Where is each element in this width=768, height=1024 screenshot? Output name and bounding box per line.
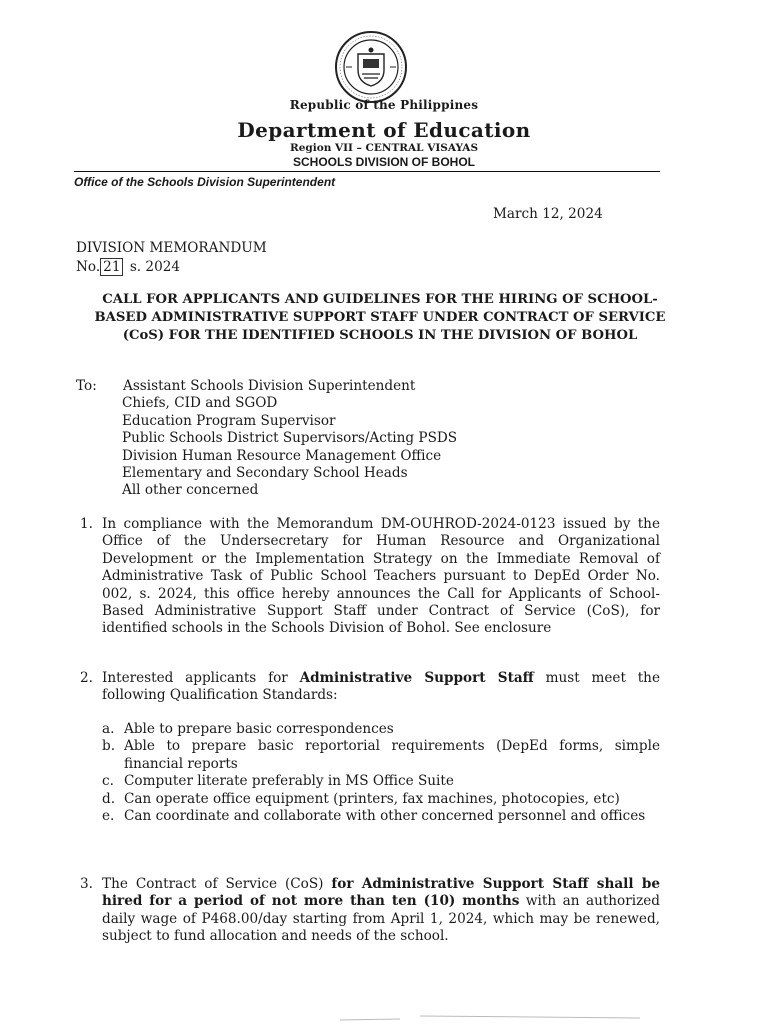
- qualification-item: [102, 721, 660, 738]
- scan-artifact: [0, 1010, 768, 1024]
- qualification-text: Computer literate preferably in MS Office Suite: [124, 773, 454, 790]
- recipient-item: Assistant Schools Division Superintendent: [123, 378, 416, 394]
- qualification-letter: b.: [102, 738, 116, 755]
- paragraph-2-pre: Interested applicants for: [102, 670, 300, 686]
- memo-number-line: [76, 259, 180, 276]
- memo-no-prefix: No.: [76, 259, 101, 275]
- paragraph-3: [102, 876, 660, 946]
- memo-date: March 12, 2024: [493, 206, 603, 222]
- qualification-item: [102, 773, 660, 790]
- region-heading: Region VII – CENTRAL VISAYAS: [289, 142, 479, 154]
- paragraph-2-number: 2.: [80, 670, 93, 686]
- paragraph-1: In compliance with the Memorandum DM-OUHROD-2024-0123 issued by the Office of the Undersecretary for Human Resource and Organizational Development or the Implementation Strategy on the Immediate Removal of Administrative Task of Public School Teachers pursuant to DepEd Order No. 002, s. 2024, this office hereby announces the Call for Applicants of School-Based Administrative Support Staff under Contract of Service (CoS), for identified schools in the Schools Division of Bohol. See enclosure: [102, 516, 660, 637]
- recipient-item: Chiefs, CID and SGOD: [122, 395, 278, 412]
- letterhead-divider: [74, 171, 660, 172]
- qualification-item: [102, 808, 660, 825]
- deped-seal-icon: [334, 30, 408, 104]
- qualification-list: [102, 721, 660, 825]
- paragraph-3-pre: The Contract of Service (CoS): [102, 876, 332, 892]
- recipient-item: Division Human Resource Management Office: [122, 447, 442, 464]
- recipient-item: Public Schools District Supervisors/Acting PSDS: [122, 430, 458, 447]
- office-heading: Office of the Schools Division Superintendent: [74, 175, 336, 189]
- recipient-item: Education Program Supervisor: [122, 412, 336, 429]
- qualification-item: [102, 738, 660, 773]
- recipient-item: All other concerned: [122, 482, 259, 499]
- qualification-letter: a.: [102, 721, 115, 737]
- division-heading: SCHOOLS DIVISION OF BOHOL: [292, 155, 475, 169]
- memo-type: DIVISION MEMORANDUM: [76, 240, 267, 256]
- paragraph-1-number: 1.: [80, 516, 93, 532]
- qualification-letter: d.: [102, 790, 116, 807]
- paragraph-2: [102, 670, 660, 705]
- department-heading: Department of Education: [237, 118, 531, 142]
- memo-number: 21: [100, 258, 123, 276]
- paragraph-2-post: must meet the following Qualification Standards:: [102, 670, 660, 704]
- paragraph-3-bold: for Administrative Support Staff shall be hired for a period of not more than ten (10) months: [102, 876, 661, 910]
- to-label: To:: [76, 378, 97, 394]
- paragraph-2-bold: Administrative Support Staff: [299, 670, 534, 686]
- qualification-letter: c.: [102, 773, 114, 790]
- memo-title: CALL FOR APPLICANTS AND GUIDELINES FOR THE HIRING OF SCHOOL-BASED ADMINISTRATIVE SUPPORT STAFF UNDER CONTRACT OF SERVICE (CoS) FOR THE IDENTIFIED SCHOOLS IN THE DIVISION OF BOHOL: [94, 292, 666, 343]
- qualification-text: Can coordinate and collaborate with other concerned personnel and offices: [124, 808, 646, 825]
- qualification-text: Able to prepare basic reportorial requirements (DepEd forms, simple financial reports: [124, 738, 660, 772]
- paragraph-3-post: with an authorized daily wage of P468.00/day starting from April 1, 2024, which may be renewed, subject to fund allocation and needs of the school.: [102, 893, 660, 945]
- recipient-list: [123, 378, 457, 500]
- qualification-item: [102, 791, 660, 808]
- republic-heading: Republic of the Philippines: [289, 98, 479, 112]
- memo-series: s. 2024: [129, 259, 181, 275]
- qualification-letter: e.: [102, 808, 115, 825]
- qualification-text: Able to prepare basic correspondences: [124, 721, 394, 737]
- recipient-item: Elementary and Secondary School Heads: [122, 465, 408, 482]
- paragraph-3-number: 3.: [80, 876, 93, 892]
- qualification-text: Can operate office equipment (printers, fax machines, photocopies, etc): [124, 790, 620, 807]
